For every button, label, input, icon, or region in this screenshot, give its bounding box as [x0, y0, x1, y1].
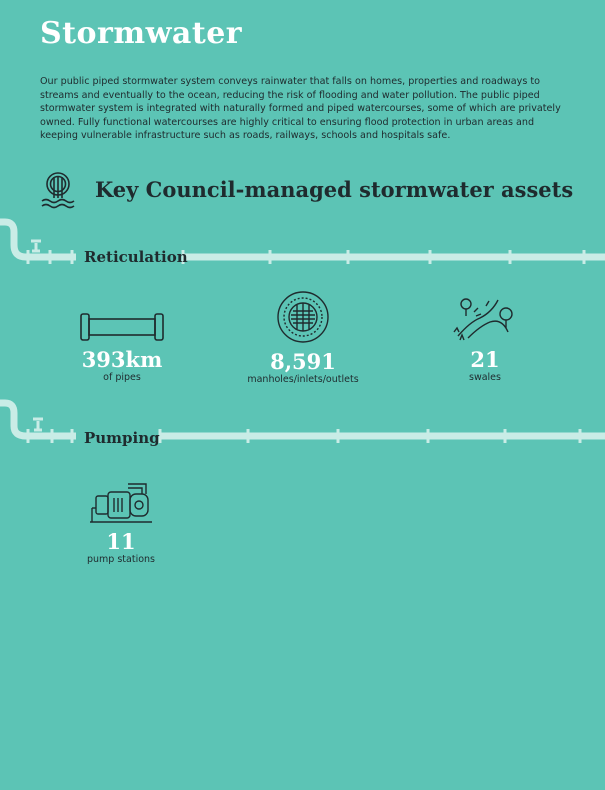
- stormwater-outlet-icon: [40, 170, 80, 210]
- pumping-pipe: [0, 396, 605, 456]
- swale-icon: [450, 292, 520, 342]
- pump-stations-label: pump stations: [87, 554, 155, 565]
- manhole-cover-icon: [276, 290, 330, 344]
- asset-pump-stations: [66, 478, 176, 566]
- pipe-icon: [79, 312, 165, 342]
- pump-stations-value: 11: [106, 529, 136, 554]
- asset-swales: [430, 292, 540, 384]
- asset-pipes: [62, 312, 182, 384]
- reticulation-pipe: [0, 215, 605, 275]
- swales-label: swales: [469, 372, 501, 383]
- intro-paragraph: Our public piped stormwater system conveys rainwater that falls on homes, properties and roadways to streams and eventually to the ocean, reducing the risk of flooding and water pollution. The public piped stormwater system is integrated with naturally formed and piped watercourses, some of which are privately owned. Fully functional watercourses are highly critical to ensuring flood protection in urban areas and keeping vulnerable infrastructure such as roads, railways, schools and hospitals safe.: [40, 76, 561, 142]
- swales-value: 21: [470, 347, 500, 372]
- asset-manholes: [238, 290, 368, 386]
- reticulation-label: Reticulation: [84, 248, 188, 266]
- manholes-label: manholes/inlets/outlets: [247, 374, 359, 385]
- pipes-value: 393km: [81, 347, 163, 372]
- manholes-value: 8,591: [270, 349, 336, 374]
- pipes-label: of pipes: [103, 372, 141, 383]
- page-title: Stormwater: [40, 16, 243, 51]
- pump-station-icon: [88, 478, 154, 524]
- key-assets-heading: Key Council-managed stormwater assets: [95, 177, 574, 202]
- pumping-label: Pumping: [84, 429, 160, 447]
